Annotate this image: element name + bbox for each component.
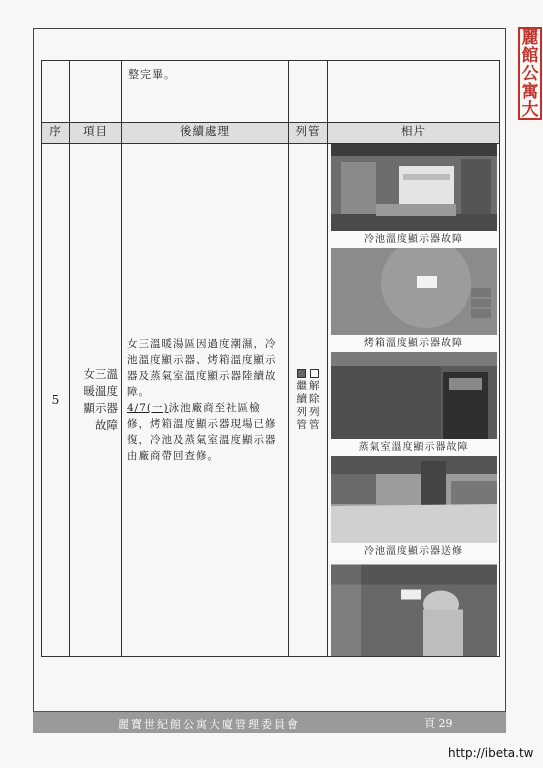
header-status: 列管 — [289, 123, 328, 144]
status-char: 列 — [296, 405, 307, 418]
photo-caption: 烤箱溫度顯示器故障 — [328, 335, 499, 352]
status-char: 管 — [296, 418, 307, 431]
remove-checkbox[interactable] — [310, 369, 319, 378]
previous-row — [42, 61, 500, 123]
followup-date: 4/7(一) — [127, 402, 169, 414]
followup-paragraph: 泳池廠商至社區檢修，烤箱溫度顯示器現場已修復，冷池及蒸氣室溫度顯示器由廠商帶回查修。 — [127, 402, 277, 462]
status-char: 管 — [309, 418, 320, 431]
status-char: 列 — [309, 405, 320, 418]
status-continue[interactable] — [297, 369, 308, 432]
status-char: 續 — [296, 392, 307, 405]
status-char: 除 — [309, 392, 320, 405]
seal-stamp: 麗 館 公 寓 大 — [518, 27, 542, 120]
photo-item — [328, 352, 499, 456]
photo-caption: 冷池溫度顯示器故障 — [328, 231, 499, 248]
item-line: 女三溫 — [83, 367, 118, 381]
cold-pool-display-photo — [331, 144, 497, 231]
steam-room-display-photo — [331, 352, 497, 439]
photo-item — [328, 456, 499, 560]
record-table — [41, 60, 500, 657]
item-line: 顯示器 — [83, 401, 118, 415]
photo-caption: 冷池溫度顯示器送修 — [328, 543, 499, 560]
item-line: 故障 — [95, 418, 118, 432]
continue-checkbox[interactable] — [297, 369, 306, 378]
footer-org-name: 麗寶世紀館公寓大廈管理委員會 — [118, 718, 300, 731]
photo-item — [328, 144, 499, 248]
watermark: http://ibeta.tw — [448, 746, 534, 760]
row-followup — [122, 144, 289, 657]
page-number: 頁 29 — [424, 717, 453, 730]
photo-caption: 蒸氣室溫度顯示器故障 — [328, 439, 499, 456]
row-status — [289, 144, 328, 657]
followup-paragraph: 女三溫暖湯區因過度潮濕，冷池溫度顯示器、烤箱溫度顯示器及蒸氣室溫度顯示器陸續故障。 — [127, 338, 277, 398]
header-seq: 序 — [42, 123, 70, 144]
photo-item — [328, 560, 499, 656]
previous-followup — [122, 61, 289, 123]
status-remove[interactable] — [309, 369, 320, 432]
sauna-display-photo — [331, 248, 497, 335]
item-line: 暖溫度 — [83, 384, 118, 398]
table-header — [42, 123, 500, 144]
row-photos — [328, 144, 500, 657]
cold-pool-repair-photo — [331, 456, 497, 543]
header-item: 項目 — [70, 123, 122, 144]
header-followup: 後續處理 — [122, 123, 289, 144]
table-row — [42, 144, 500, 657]
row-item — [70, 144, 122, 657]
photo-item — [328, 248, 499, 352]
footer-bar — [33, 711, 506, 733]
header-photos: 相片 — [328, 123, 500, 144]
previous-note: 整完畢。 — [128, 68, 176, 81]
repair-technician-photo — [331, 560, 497, 656]
status-char: 解 — [309, 379, 320, 392]
status-char: 繼 — [296, 379, 307, 392]
row-seq: 5 — [42, 144, 70, 657]
